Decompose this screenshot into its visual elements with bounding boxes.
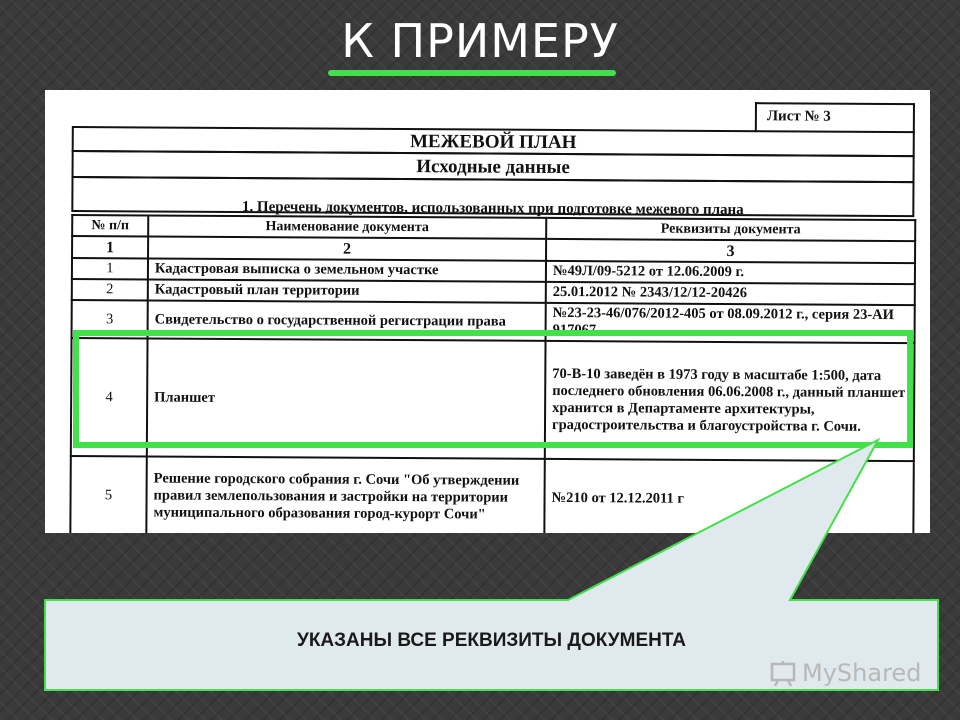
watermark	[768, 656, 921, 690]
document-name: Решение городского собрания г. Сочи "Об утверждении правил землепользования и застройки на территории муниципального образования город-курорт Сочи"	[146, 456, 544, 533]
callout-text: УКАЗАНЫ ВСЕ РЕКВИЗИТЫ ДОКУМЕНТА	[297, 630, 686, 651]
row-number: 2	[72, 279, 148, 300]
document-name: Планшет	[147, 338, 546, 458]
watermark-text: MyShared	[802, 659, 922, 687]
document-title: МЕЖЕВОЙ ПЛАН	[72, 126, 915, 157]
column-header-name: Наименование документа	[148, 215, 546, 238]
sheet-number: Лист № 3	[755, 102, 915, 133]
column-header-number: № п/п	[72, 215, 148, 236]
document-name: Кадастровый план территории	[148, 279, 546, 302]
column-number: 2	[148, 236, 546, 260]
column-header-details: Реквизиты документа	[546, 218, 915, 241]
document-details: №210 от 12.12.2011 г	[544, 459, 913, 533]
document-subtitle: Исходные данные	[72, 150, 915, 183]
row-number: 4	[71, 338, 148, 456]
document-details: 25.01.2012 № 2343/12/12-20426	[546, 282, 915, 305]
document-name: Свидетельство о государственной регистрации права	[148, 300, 546, 340]
list-heading: 1. Перечень документов, использованных при подготовке межевого плана	[241, 199, 744, 219]
document-details: №23-23-46/076/2012-405 от 08.09.2012 г., серия 23-АИ 917067	[546, 303, 915, 343]
presentation-icon	[768, 658, 798, 688]
row-number: 5	[70, 456, 146, 533]
row-number: 3	[72, 300, 148, 338]
slide-title: К ПРИМЕРУ	[341, 14, 619, 68]
document-name: Кадастровая выписка о земельном участке	[148, 258, 546, 281]
row-number: 1	[72, 258, 148, 279]
column-number: 1	[72, 236, 148, 258]
document-details: 70-В-10 заведён в 1973 году в масштабе 1:500, дата последнего обновления 06.06.2008 г., данный планшет хранится в Департаменте архитектуры, градостроительства и благоустройства г. Сочи.	[545, 341, 915, 461]
column-number: 3	[546, 239, 915, 263]
document-details: №49Л/09-5212 от 12.06.2009 г.	[546, 261, 915, 284]
